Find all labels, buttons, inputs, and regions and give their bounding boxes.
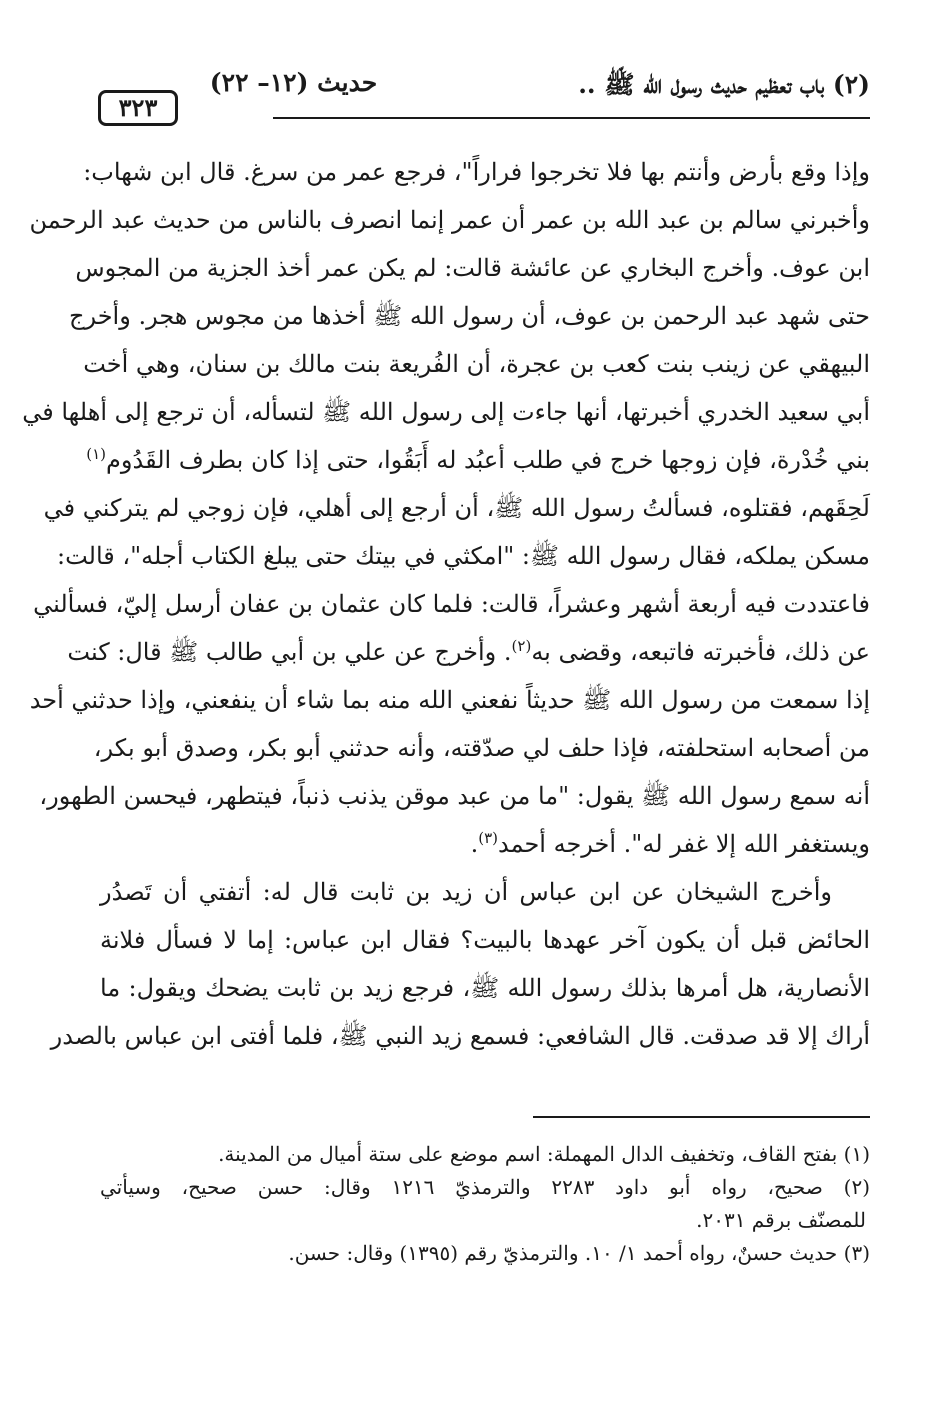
- text-line: وأخرج الشيخان عن ابن عباس أن زيد بن ثابت قال له: أتفتي أن تَصدُر: [100, 878, 832, 906]
- main-text: [22, 148, 870, 1060]
- text-line: أبي سعيد الخدري أخبرتها، أنها جاءت إلى رسول الله ﷺ لتسأله، أن ترجع إلى أهلها في: [22, 398, 870, 426]
- text-line: ابن عوف. وأخرج البخاري عن عائشة قالت: لم يكن عمر أخذ الجزية من المجوس: [75, 254, 870, 282]
- paragraph-2: [50, 868, 870, 1060]
- text-line: وإذا وقع بأرض وأنتم بها فلا تخرجوا فراراً"، فرجع عمر من سرغ. قال ابن شهاب:: [83, 158, 870, 186]
- hadith-range: حديث (١٢– ٢٢): [209, 68, 378, 97]
- text-line: مسكن يملكه، فقال رسول الله ﷺ: "امكثي في بيتك حتى يبلغ الكتاب أجله"، قالت:: [57, 542, 870, 570]
- footnote-2-continued: للمصنّف برقم ٢٠٣١.: [696, 1208, 866, 1232]
- text-segment: بني خُدْرة، فإن زوجها خرج في طلب أعبُد له أَبَقُوا، حتى إذا كان بطرف القَدُوم: [106, 446, 870, 474]
- footnote-3: (٣) حديث حسنٌ، رواه أحمد ١/ ١٠. والترمذيّ رقم (١٣٩٥) وقال: حسن.: [288, 1241, 870, 1265]
- text-line: أنه سمع رسول الله ﷺ يقول: "ما من عبد موقن يذنب ذنباً، فيتطهر، فيحسن الطهور،: [39, 782, 870, 810]
- text-line: فاعتددت فيه أربعة أشهر وعشراً، قالت: فلما كان عثمان بن عفان أرسل إليّ، فسألني: [33, 590, 870, 618]
- text-line: الأنصارية، هل أمرها بذلك رسول الله ﷺ، فرجع زيد بن ثابت يضحك ويقول: ما: [100, 974, 870, 1002]
- text-segment: . وأخرج عن علي بن أبي طالب ﷺ قال: كنت: [67, 638, 512, 666]
- footnote-ref-1[interactable]: (١): [86, 445, 107, 463]
- text-segment: عن ذلك، فأخبرته فاتبعه، وقضى به: [531, 638, 870, 666]
- header-rule: [273, 117, 870, 119]
- footnote-2: (٢) صحيح، رواه أبو داود ٢٢٨٣ والترمذيّ ١٢١٦ وقال: حسن صحيح، وسيأتي: [100, 1175, 871, 1199]
- footnote-ref-2[interactable]: (٢): [511, 637, 532, 655]
- text-line: [86, 436, 870, 484]
- text-line: وأخبرني سالم بن عبد الله بن عمر أن عمر إنما انصرف بالناس من حديث عبد الرحمن: [29, 206, 870, 234]
- footnote-1: (١) بفتح القاف، وتخفيف الدال المهملة: اسم موضع على ستة أميال من المدينة.: [218, 1142, 870, 1166]
- text-line: أراك إلا قد صدقت. قال الشافعي: فسمع زيد النبي ﷺ، فلما أفتى ابن عباس بالصدر: [50, 1022, 870, 1050]
- paragraph-1: [22, 148, 870, 868]
- chapter-title: (٢) باب تعظيم حديث رسول الله ﷺ ..: [578, 70, 870, 99]
- text-segment: ويستغفر الله إلا غفر له". أخرجه أحمد: [497, 830, 870, 858]
- text-line: من أصحابه استحلفته، فإذا حلف لي صدّقته، وأنه حدثني أبو بكر، وصدق أبو بكر،: [93, 734, 870, 762]
- running-header: [98, 62, 870, 122]
- text-line: حتى شهد عبد الرحمن بن عوف، أن رسول الله ﷺ أخذها من مجوس هجر. وأخرج: [68, 302, 870, 330]
- page-number: ٣٢٣: [98, 90, 178, 126]
- text-line: إذا سمعت من رسول الله ﷺ حديثاً نفعني الله منه بما شاء أن ينفعني، وإذا حدثني أحد: [29, 686, 870, 714]
- text-segment: .: [470, 830, 479, 858]
- text-line: الحائض قبل أن يكون آخر عهدها بالبيت؟ فقال ابن عباس: إما لا فسأل فلانة: [100, 926, 870, 954]
- footnotes: [100, 1138, 870, 1270]
- text-line: [67, 628, 870, 676]
- text-line: [100, 820, 870, 868]
- text-line: البيهقي عن زينب بنت كعب بن عجرة، أن الفُريعة بنت مالك بن سنان، وهي أخت: [83, 350, 870, 378]
- footnote-ref-3[interactable]: (٣): [478, 829, 498, 847]
- footnote-separator: [533, 1116, 870, 1118]
- text-line: لَحِقَهم، فقتلوه، فسألتُ رسول الله ﷺ، أن أرجع إلى أهلي، فإن زوجي لم يتركني في: [43, 494, 870, 522]
